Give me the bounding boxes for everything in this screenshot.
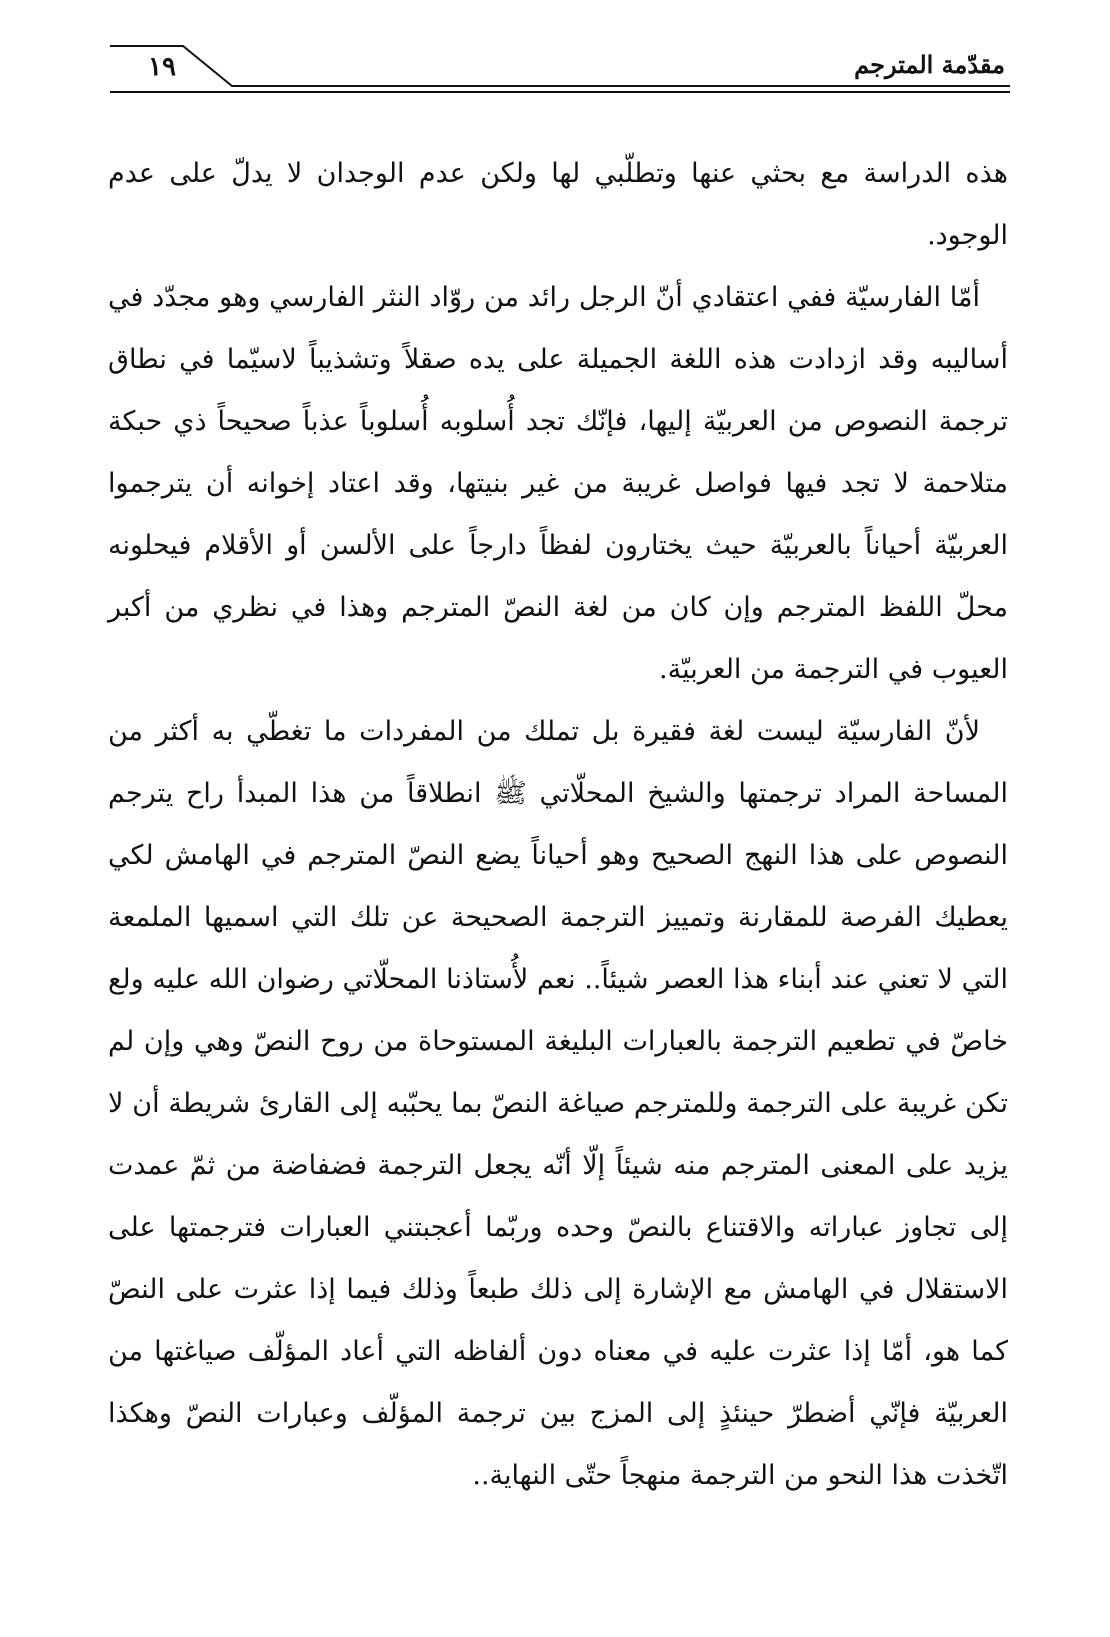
running-title: مقدّمة المترجم bbox=[854, 50, 1005, 79]
page-header bbox=[0, 0, 1110, 110]
paragraph-3: لأنّ الفارسيّة ليست لغة فقيرة بل تملك من المفردات ما تغطّي به أكثر من المساحة المراد ترجمتها والشيخ المحلّاتي ﷺ انطلاقاً من هذا المبدأ راح يترجم النصوص على هذا النهج الصحيح وهو أحياناً يضع النصّ المترجم في الهامش لكي يعطيك الفرصة للمقارنة وتمييز الترجمة الصحيحة عن تلك التي اسميها الملمعة التي لا تعني عند أبناء هذا العصر شيئاً.. نعم لأُستاذنا المحلّاتي رضوان الله عليه ولع خاصّ في تطعيم الترجمة بالعبارات البليغة المستوحاة من روح النصّ وهي وإن لم تكن غريبة على الترجمة وللمترجم صياغة النصّ بما يحبّبه إلى القارئ شريطة أن لا يزيد على المعنى المترجم منه شيئاً إلّا أنّه يجعل الترجمة فضفاضة من ثمّ عمدت إلى تجاوز عباراته والاقتناع بالنصّ وحده وربّما أعجبتني العبارات فترجمتها على الاستقلال في الهامش مع الإشارة إلى ذلك طبعاً وذلك فيما إذا عثرت على النصّ كما هو، أمّا إذا عثرت عليه في معناه دون ألفاظه التي أعاد المؤلّف صياغتها من العربيّة فإنّي أضطرّ حينئذٍ إلى المزج بين ترجمة المؤلّف وعبارات النصّ وهكذا اتّخذت هذا النحو من الترجمة منهجاً حتّى النهاية.. bbox=[108, 716, 1008, 1491]
paragraph-2: أمّا الفارسيّة ففي اعتقادي أنّ الرجل رائد من روّاد النثر الفارسي وهو مجدّد في أساليبه وقد ازدادت هذه اللغة الجميلة على يده صقلاً وتشذيباً لاسيّما في نطاق ترجمة النصوص من العربيّة إليها، فإنّك تجد أُسلوبه أُسلوباً عذباً صحيحاً ذي حبكة متلاحمة لا تجد فيها فواصل غريبة من غير بنيتها، وقد اعتاد إخوانه أن يترجموا العربيّة أحياناً بالعربيّة حيث يختارون لفظاً دارجاً على الألسن أو الأقلام فيحلونه محلّ اللفظ المترجم وإن كان من لغة النصّ المترجم وهذا في نظري من أكبر العيوب في الترجمة من العربيّة. bbox=[108, 282, 1008, 685]
page-number: ١٩ bbox=[148, 52, 176, 82]
body-text bbox=[108, 143, 1008, 1507]
paragraph-1: هذه الدراسة مع بحثي عنها وتطلّبي لها ولكن عدم الوجدان لا يدلّ على عدم الوجود. bbox=[108, 158, 1008, 251]
